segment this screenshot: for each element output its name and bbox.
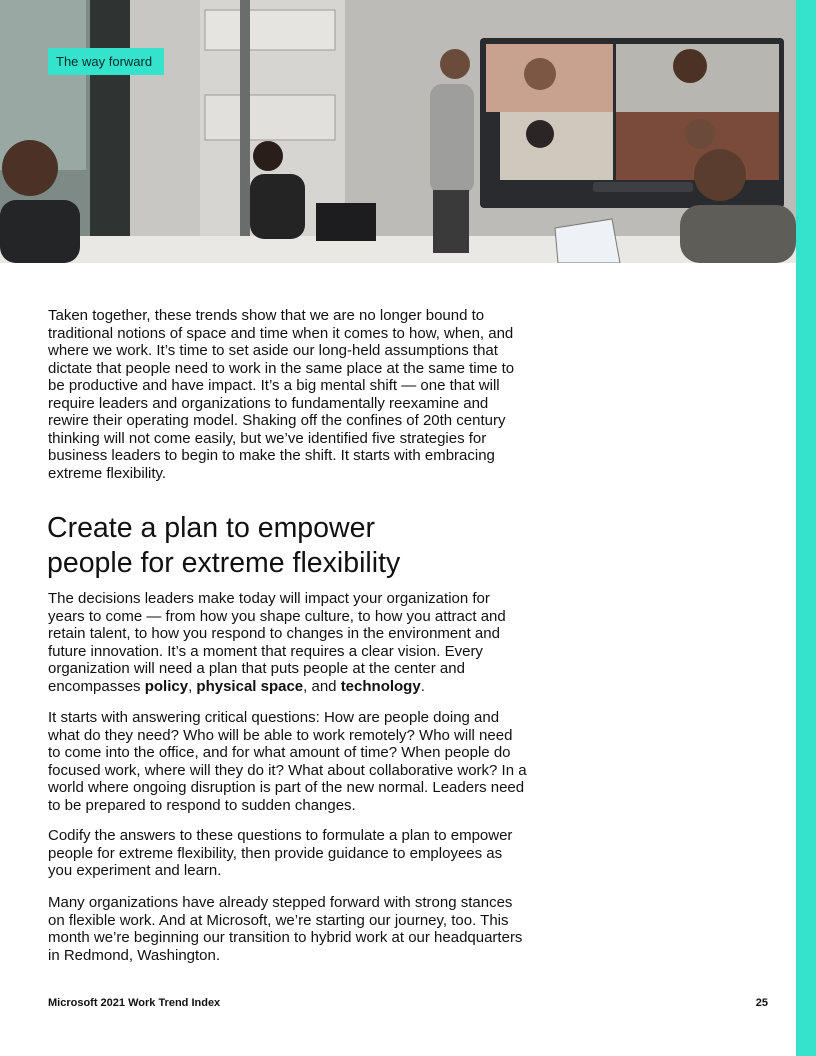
paragraph-decisions-end: . (420, 677, 425, 695)
intro-paragraph: Taken together, these trends show that we are no longer bound to traditional notions of space and time when it comes to how, when, and where we work. It’s time to set aside our long-held assumptions that dictate that people need to work in the same place at the same time to be productive and have impact. It’s a big mental shift — one that will require leaders and organizations to fundamentally reexamine and rewire their operating model. Shaking off the confines of 20th century thinking will not come easily, but we’ve identified five strategies for business leaders to begin to make the shift. It starts with embracing extreme flexibility. (48, 307, 515, 482)
separator-1: , (188, 677, 197, 695)
page-number: 25 (755, 997, 768, 1009)
heading-line-1: Create a plan to empower (47, 512, 375, 544)
footer-publication: Microsoft 2021 Work Trend Index (48, 997, 221, 1009)
section-heading (47, 511, 547, 581)
accent-side-stripe (796, 0, 816, 1056)
paragraph-codify: Codify the answers to these questions to formulate a plan to empower people for extreme flexibility, then provide guidance to employees as you experiment and learn. (48, 827, 513, 879)
heading-line-2: people for extreme flexibility (47, 547, 401, 579)
paragraph-decisions (48, 590, 528, 695)
separator-2: , and (303, 677, 341, 695)
hero-photo (0, 0, 796, 263)
paragraph-decisions-text: The decisions leaders make today will impact your organization for years to come — from how you shape culture, to how you attract and retain talent, to how you respond to changes in the environment and future innovation. It’s a moment that requires a clear vision. Every organization will need a plan that puts people at the center and encompasses (48, 590, 506, 695)
section-tag: The way forward (48, 48, 164, 75)
paragraph-questions: It starts with answering critical questions: How are people doing and what do they need? Who will be able to work remotely? Who will need to come into the office, and for what amount of time? When people do focused work, where will they do it? What about collaborative work? In a world where ongoing disruption is part of the new normal. Leaders need to be prepared to respond to sudden changes. (48, 709, 527, 814)
bold-physical-space: physical space (196, 677, 304, 695)
bold-policy: policy (144, 677, 189, 695)
paragraph-microsoft: Many organizations have already stepped forward with strong stances on flexible work. And at Microsoft, we’re starting our journey, too. This month we’re beginning our transition to hybrid work at our headquarters in Redmond, Washington. (48, 894, 523, 964)
hero-photo-illustration (0, 0, 796, 263)
bold-technology: technology (340, 677, 421, 695)
